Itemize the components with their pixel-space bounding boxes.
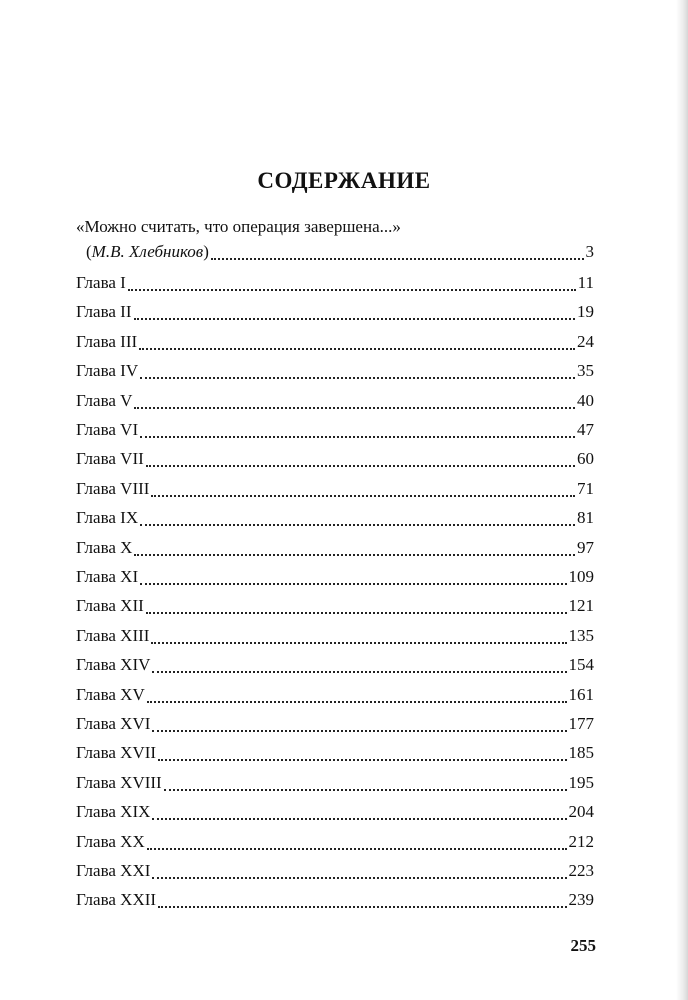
dot-leader [134, 554, 575, 556]
intro-author: М.В. Хлебников [91, 242, 204, 261]
toc-entry-label: Глава IV [76, 361, 139, 380]
toc-entry-label: Глава XXII [76, 890, 157, 909]
dot-leader [211, 258, 584, 260]
toc-entry-label: Глава X [76, 538, 133, 557]
dot-leader [152, 877, 566, 879]
toc-page-number: 97 [577, 538, 594, 557]
toc-page-number: 239 [568, 890, 594, 909]
dot-leader [146, 612, 567, 614]
toc-entry-label: Глава XI [76, 567, 139, 586]
toc-entry[interactable] [76, 391, 594, 413]
toc-entry[interactable] [76, 479, 594, 501]
dot-leader [158, 759, 566, 761]
toc-entry-intro[interactable] [86, 242, 594, 264]
toc-page-number: 135 [568, 626, 594, 645]
toc-page-number: 204 [568, 802, 594, 821]
toc-page-number: 3 [585, 242, 594, 261]
toc-entry-label: Глава XIV [76, 655, 151, 674]
toc-entry[interactable] [76, 685, 594, 707]
toc-page-number: 71 [577, 479, 594, 498]
page-edge-shadow [676, 0, 688, 1000]
dot-leader [140, 377, 575, 379]
toc-page-number: 11 [577, 273, 594, 292]
toc-entry-label: Глава XV [76, 685, 145, 704]
toc-page-number: 161 [568, 685, 594, 704]
toc-entry-label: Глава XX [76, 832, 145, 851]
toc-entry[interactable] [76, 832, 594, 854]
dot-leader [139, 348, 575, 350]
dot-leader [134, 407, 575, 409]
toc-entry-label: Глава V [76, 391, 133, 410]
dot-leader [128, 289, 576, 291]
intro-entry-title: «Можно считать, что операция завершена...» [76, 217, 401, 236]
toc-entry[interactable] [76, 655, 594, 677]
dot-leader [147, 848, 567, 850]
toc-page-number: 195 [568, 773, 594, 792]
toc-entry-label: Глава XVII [76, 743, 157, 762]
dot-leader [151, 495, 575, 497]
toc-entry-label: Глава III [76, 332, 138, 351]
toc-entry-label: Глава II [76, 302, 132, 321]
dot-leader [152, 818, 566, 820]
toc-entry[interactable] [76, 332, 594, 354]
toc-entry[interactable] [76, 773, 594, 795]
dot-leader [147, 701, 567, 703]
toc-entry-label [86, 242, 209, 262]
toc-page-number: 60 [577, 449, 594, 468]
toc-entry[interactable] [76, 538, 594, 560]
toc-entry[interactable] [76, 449, 594, 471]
toc-page-number: 109 [568, 567, 594, 586]
toc-page-number: 223 [568, 861, 594, 880]
toc-entry[interactable] [76, 861, 594, 883]
toc-entry[interactable] [76, 361, 594, 383]
toc-entry-label: Глава VII [76, 449, 144, 468]
toc-entry[interactable] [76, 567, 594, 589]
toc-entry[interactable] [76, 714, 594, 736]
open-paren: ( [86, 242, 92, 261]
toc-page-number: 19 [577, 302, 594, 321]
toc-entry-label: Глава VI [76, 420, 139, 439]
dot-leader [140, 583, 566, 585]
toc-page-number: 177 [568, 714, 594, 733]
dot-leader [152, 671, 566, 673]
close-paren: ) [203, 242, 209, 261]
toc-page-number: 47 [577, 420, 594, 439]
dot-leader [151, 642, 566, 644]
toc-entry-label: Глава XVIII [76, 773, 162, 792]
dot-leader [134, 318, 576, 320]
toc-page-number: 121 [568, 596, 594, 615]
toc-page-number: 40 [577, 391, 594, 410]
toc-entry-label: Глава XIII [76, 626, 150, 645]
toc-entry[interactable] [76, 890, 594, 912]
dot-leader [152, 730, 566, 732]
toc-entry[interactable] [76, 302, 594, 324]
toc-entry[interactable] [76, 596, 594, 618]
dot-leader [158, 906, 566, 908]
toc-page-number: 212 [568, 832, 594, 851]
page-title: СОДЕРЖАНИЕ [257, 168, 431, 193]
toc-entry-label: Глава XXI [76, 861, 151, 880]
toc-entry-label: Глава XII [76, 596, 144, 615]
dot-leader [146, 465, 575, 467]
toc-page-number: 154 [568, 655, 594, 674]
toc-entry-label: Глава IX [76, 508, 139, 527]
toc-entry-label: Глава XVI [76, 714, 151, 733]
toc-page-number: 35 [577, 361, 594, 380]
toc-page-number: 81 [577, 508, 594, 527]
toc-entry[interactable] [76, 508, 594, 530]
toc-entry-label: Глава XIX [76, 802, 151, 821]
toc-entry[interactable] [76, 420, 594, 442]
dot-leader [164, 789, 567, 791]
page-number: 255 [570, 936, 596, 955]
toc-entry[interactable] [76, 626, 594, 648]
toc-entry[interactable] [76, 802, 594, 824]
toc-entry-label: Глава I [76, 273, 126, 292]
toc-entry-label: Глава VIII [76, 479, 150, 498]
dot-leader [140, 436, 575, 438]
dot-leader [140, 524, 575, 526]
toc-page-number: 185 [568, 743, 594, 762]
toc-entry[interactable] [76, 743, 594, 765]
toc-page-number: 24 [577, 332, 594, 351]
toc-entry[interactable] [76, 273, 594, 295]
